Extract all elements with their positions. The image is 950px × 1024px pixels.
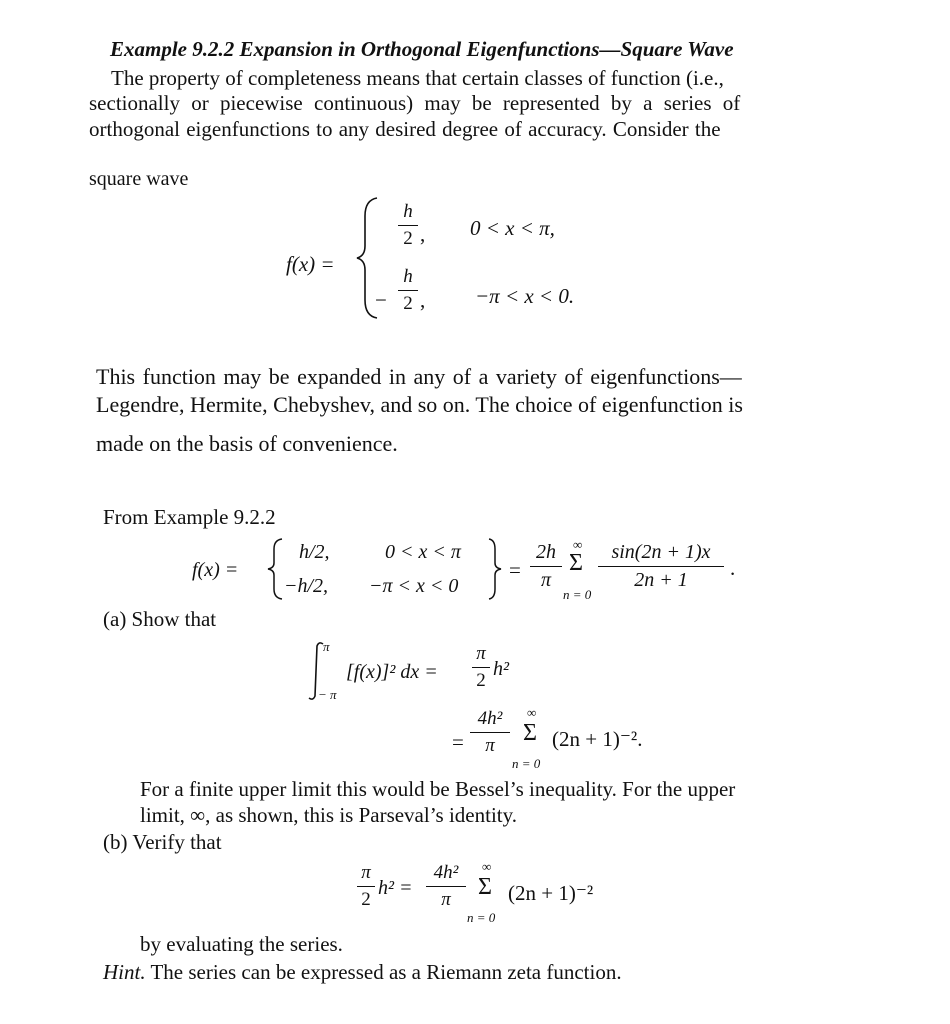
integral-upper: π: [323, 639, 330, 654]
parseval-equals: =: [452, 730, 464, 754]
eq1-row2-minus: −: [375, 288, 387, 312]
part-b-after: by evaluating the series.: [140, 932, 343, 956]
verify-sum-upper: ∞: [482, 859, 492, 874]
eq1-row1-condition: 0 < x < π,: [470, 216, 555, 240]
part-a-note-line-1: For a finite upper limit this would be Bessel’s inequality. For the upper: [140, 777, 736, 801]
eq2-term-frac: sin(2n + 1)x 2n + 1: [598, 541, 724, 592]
integrand: [f(x)]² dx =: [346, 661, 438, 683]
eq2-sum-upper: ∞: [573, 537, 583, 552]
eq2-coef-frac: 2h π: [530, 541, 562, 592]
verify-rhs-tail: (2n + 1)⁻²: [508, 881, 594, 905]
eq2-sum-icon: Σ: [569, 550, 583, 576]
parseval-rhs2-tail: (2n + 1)⁻².: [552, 727, 643, 751]
parseval-sum-upper: ∞: [527, 705, 537, 720]
integral-lower: − π: [318, 687, 337, 702]
after-line-3: made on the basis of convenience.: [96, 431, 398, 456]
eq1-row2-condition: −π < x < 0.: [475, 284, 575, 308]
eq2-sum-lower: n = 0: [563, 587, 592, 602]
intro-line-2: sectionally or piecewise continuous) may be represented by a series of: [89, 91, 741, 115]
exercise-from: From Example 9.2.2: [103, 505, 276, 529]
eq2-lhs: f(x) =: [192, 559, 239, 581]
hint-label: Hint.: [103, 960, 146, 984]
square-wave-label: square wave: [89, 168, 189, 190]
parseval-sum-lower: n = 0: [512, 756, 541, 771]
verify-rhs-frac: 4h² π: [426, 862, 466, 911]
parseval-rhs2-frac: 4h² π: [470, 708, 510, 757]
eq2-equals: =: [509, 558, 521, 582]
verify-lhs-tail: h² =: [378, 877, 413, 899]
eq1-row1-frac: h 2: [398, 201, 418, 250]
eq2-left-brace: [266, 537, 286, 601]
verify-sum-lower: n = 0: [467, 910, 496, 925]
after-line-1: This function may be expanded in any of a variety of eigenfunctions—: [96, 364, 742, 389]
parseval-rhs1-tail: h²: [493, 658, 509, 680]
after-line-2: Legendre, Hermite, Chebyshev, and so on. The choice of eigenfunction is: [96, 392, 743, 417]
parseval-sum-icon: Σ: [523, 720, 537, 746]
intro-line-1: The property of completeness means that certain classes of function (i.e.,: [111, 66, 724, 90]
hint: [103, 959, 622, 985]
eq1-row2-frac: h 2: [398, 266, 418, 315]
part-a-note-line-2: limit, ∞, as shown, this is Parseval’s identity.: [140, 803, 518, 827]
eq2-end: .: [730, 556, 736, 580]
hint-text: The series can be expressed as a Riemann zeta function.: [145, 960, 622, 984]
eq2-right-brace: [487, 537, 503, 601]
eq2-row1-value: h/2,: [299, 541, 330, 563]
example-title: Example 9.2.2 Expansion in Orthogonal Eigenfunctions—Square Wave: [110, 37, 734, 61]
parseval-rhs1-frac: π 2: [472, 643, 490, 692]
part-a-label: (a) Show that: [103, 607, 217, 631]
eq2-row1-condition: 0 < x < π: [385, 541, 461, 563]
eq1-lhs: f(x) =: [286, 252, 335, 276]
verify-lhs-frac: π 2: [357, 862, 375, 911]
eq2-row2-condition: −π < x < 0: [369, 575, 459, 597]
part-b-label: (b) Verify that: [103, 830, 222, 854]
intro-line-3: orthogonal eigenfunctions to any desired degree of accuracy. Consider the: [89, 117, 721, 141]
eq2-row2-value: −h/2,: [284, 575, 329, 597]
verify-sum-icon: Σ: [478, 874, 492, 900]
